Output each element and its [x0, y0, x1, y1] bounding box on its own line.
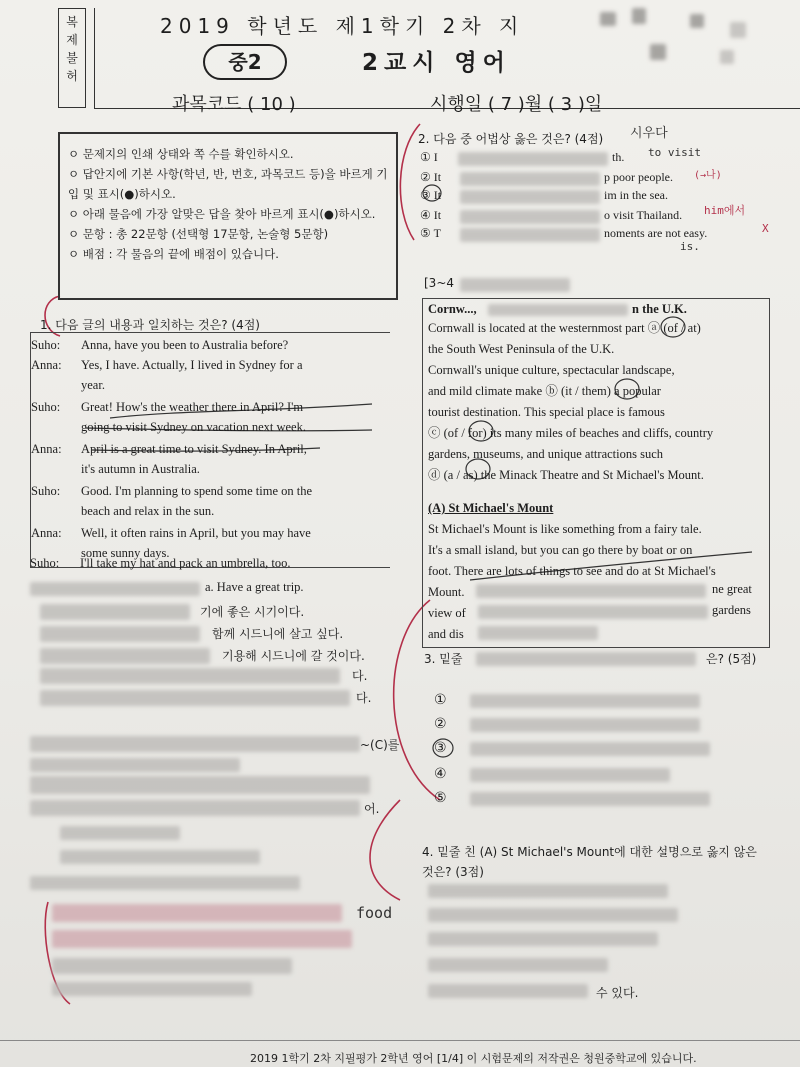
q4-title-line: 4. 밑줄 친 (A) St Michael's Mount에 대한 설명으로 옳지 않은 [422, 845, 757, 859]
passage-line: and mild climate make ⓑ (it / them) a popular [428, 384, 661, 398]
q1-option-fragment: 다. [352, 669, 368, 683]
redaction [428, 932, 658, 946]
passage-line: ⓒ (of / for) its many miles of beaches and cliffs, country [428, 426, 714, 440]
redaction [720, 50, 734, 64]
dialogue-text: it's autumn in Australia. [81, 462, 200, 476]
q2-option [420, 188, 441, 203]
q1-dialogue-box [30, 332, 390, 568]
redaction [40, 626, 200, 642]
side-char: 복 [66, 15, 78, 29]
instruction-item: ㅇ 답안지에 기본 사항(학년, 반, 번호, 과목코드 등)을 바르게 기입 및 표시(●)하시오. [68, 167, 388, 201]
passage-line: ⓓ (a / as) the Minack Theatre and St Michael's Mount. [428, 468, 704, 482]
redaction [30, 582, 200, 596]
instruction-item: ㅇ 문항 : 총 22문항 (선택형 17문항, 논술형 5문항) [68, 227, 329, 241]
side-char: 불 [66, 51, 78, 65]
q3-points: 은? (5점) [706, 652, 757, 666]
redaction [478, 626, 598, 640]
speaker: Suho: [31, 338, 61, 352]
section-a-line: view of [428, 606, 466, 620]
redaction [730, 22, 746, 38]
redaction [470, 742, 710, 756]
redaction [428, 884, 668, 898]
redaction [30, 876, 300, 890]
redaction [488, 304, 628, 316]
dialogue-text: Yes, I have. Actually, I lived in Sydney for a [81, 358, 303, 372]
redaction [52, 930, 352, 948]
speaker: Suho: [31, 484, 61, 498]
handwriting: is. [680, 240, 700, 253]
redaction [52, 904, 342, 922]
dialogue-text: beach and relax in the sun. [81, 504, 215, 518]
instruction-item: ㅇ 문제지의 인쇄 상태와 쪽 수를 확인하시오. [68, 147, 294, 161]
option-number: ① [420, 150, 431, 164]
dialogue-text: I'll take my hat and pack an umbrella, too. [80, 556, 291, 570]
q2-option-suffix: p poor people. [604, 170, 673, 184]
q3-option-number: ④ [434, 766, 447, 782]
speaker: Anna: [31, 442, 62, 456]
q2-option-suffix: im in the sea. [604, 188, 668, 202]
redaction [470, 792, 710, 806]
instruction-item: ㅇ 아래 물음에 가장 알맞은 답을 찾아 바르게 표시(●)하시오. [68, 207, 376, 221]
redaction [40, 668, 340, 684]
subject-code: 과목코드 ( 10 ) [172, 94, 296, 115]
section-a-line: Mount. [428, 585, 465, 599]
dialogue-line [31, 375, 390, 395]
dialogue-partial: a. Have a great trip. [205, 580, 304, 594]
q2-option-suffix: o visit Thailand. [604, 208, 683, 222]
exam-title: 2019 학년도 제1학기 2차 지 [160, 14, 525, 38]
dialogue-text: Great! How's the weather there in April? I'm [81, 400, 304, 414]
dialogue-line [31, 481, 390, 501]
passage-line: Cornwall is located at the westernmost part ⓐ (of / at) [428, 321, 701, 335]
q1-option-fragment: 기에 좋은 시기이다. [200, 605, 305, 619]
dialogue-text: April is a great time to visit Sydney. In April, [81, 442, 307, 456]
redaction [690, 14, 704, 28]
option-number: ④ [420, 208, 431, 222]
dialogue-line [31, 523, 390, 543]
instruction-box [58, 132, 398, 300]
section-a-line: and dis [428, 627, 464, 641]
redaction [30, 776, 370, 794]
redaction [460, 190, 600, 204]
q4-title-line: 것은? (3점) [422, 865, 484, 879]
q2-option [420, 170, 441, 185]
q2-option-suffix: th. [612, 150, 625, 164]
speaker: Anna: [31, 526, 62, 540]
handwriting: to visit [648, 146, 701, 159]
side-char: 허 [66, 69, 78, 83]
instruction-item: ㅇ 배점 : 각 물음의 끝에 배점이 있습니다. [68, 247, 279, 261]
q1-option-fragment: 함께 시드니에 살고 싶다. [212, 627, 344, 641]
option-number: ⑤ [420, 226, 431, 240]
period-subject: 2교시 영어 [362, 50, 511, 76]
margin-note: food [356, 904, 393, 922]
redaction [458, 152, 608, 166]
option-number: ③ [420, 188, 431, 202]
passage-heading-start: Cornw..., [428, 302, 477, 316]
redaction [428, 958, 608, 972]
speaker: Anna: [31, 358, 62, 372]
q1-option-fragment: 다. [356, 691, 372, 705]
redaction [460, 172, 600, 186]
redaction [52, 958, 292, 974]
redaction [40, 604, 190, 620]
q2-option [420, 208, 441, 223]
q2-title: 2. 다음 중 어법상 옳은 것은? (4점) [418, 132, 604, 146]
redaction [470, 768, 670, 782]
dialogue-line [31, 439, 390, 459]
q2-option [420, 150, 438, 165]
q4-title [422, 842, 792, 882]
q1-title: 1. 다음 글의 내용과 일치하는 것은? (4점) [40, 318, 260, 332]
dialogue-line [31, 397, 390, 417]
set-label: [3~4 [424, 276, 455, 290]
redaction [40, 648, 210, 664]
section-a-title: (A) St Michael's Mount [428, 501, 554, 515]
footer-text: 2019 1학기 2차 지필평가 2학년 영어 [1/4] 이 시험문제의 저작권은 청원중학교에 있습니다. [250, 1052, 697, 1065]
side-char: 제 [66, 33, 78, 47]
option-number: ② [420, 170, 431, 184]
passage-fragment: ne great [712, 582, 752, 596]
redaction [30, 758, 240, 772]
passage-heading-end: n the U.K. [632, 302, 687, 316]
redaction [40, 690, 350, 706]
redaction [30, 800, 360, 816]
option-prefix: It [433, 188, 442, 202]
section-a-line: foot. There are lots of things to see and do at St Michael's [428, 564, 716, 578]
redaction [476, 652, 696, 666]
dialogue-text: going to visit Sydney on vacation next week. [81, 420, 306, 434]
redaction [460, 278, 570, 292]
speaker: Suho: [31, 400, 61, 414]
option-prefix: It [433, 170, 442, 184]
footer-rule [0, 1040, 800, 1041]
dialogue-line [31, 355, 390, 375]
q3-option-number: ⑤ [434, 790, 447, 806]
section-a-line: St Michael's Mount is like something from a fairy tale. [428, 522, 702, 536]
dialogue-line [31, 501, 390, 521]
handwriting: 시우다 [630, 126, 668, 141]
q1-fragment-eo: 어. [364, 802, 380, 816]
redaction [52, 982, 252, 996]
q3-option-number: ③ [434, 740, 447, 756]
handwriting: X [762, 222, 769, 235]
q2-option [420, 226, 441, 241]
redaction [60, 850, 260, 864]
q2-option-suffix: noments are not easy. [604, 226, 708, 240]
redaction [600, 12, 616, 26]
redaction [650, 44, 666, 60]
handwriting: him에서 [704, 204, 746, 217]
q4-tail: 수 있다. [596, 986, 639, 1000]
dialogue-line [31, 335, 390, 355]
passage-fragment: gardens [712, 603, 751, 617]
q1-fragment-c: ~(C)를 [360, 738, 400, 752]
grade-badge: 중2 [203, 44, 287, 80]
speaker: Suho: [30, 556, 60, 570]
dialogue-line [31, 459, 390, 479]
redaction [470, 718, 700, 732]
redaction [470, 694, 700, 708]
redaction [460, 228, 600, 242]
redaction [476, 584, 706, 598]
section-a-line: It's a small island, but you can go there by boat or on [428, 543, 693, 557]
dialogue-text: some sunny days. [81, 546, 170, 560]
redaction [428, 908, 678, 922]
dialogue-text: Well, it often rains in April, but you may have [81, 526, 311, 540]
copy-prohibited-label [58, 8, 86, 108]
redaction [60, 826, 180, 840]
redaction [478, 605, 708, 619]
q3-option-number: ② [434, 716, 447, 732]
exam-date: 시행일 ( 7 )월 ( 3 )일 [430, 94, 603, 115]
redaction [460, 210, 600, 224]
dialogue-text: Good. I'm planning to spend some time on the [81, 484, 313, 498]
handwriting: (→나) [694, 170, 722, 181]
dialogue-text: Anna, have you been to Australia before? [81, 338, 289, 352]
option-prefix: I [433, 150, 438, 164]
passage-line: tourist destination. This special place is famous [428, 405, 665, 419]
redaction [428, 984, 588, 998]
dialogue-text: year. [81, 378, 105, 392]
passage-line: gardens, museums, and unique attractions such [428, 447, 664, 461]
option-prefix: It [433, 208, 442, 222]
option-prefix: T [433, 226, 441, 240]
redaction [30, 736, 360, 752]
q3-option-number: ① [434, 692, 447, 708]
dialogue-line [30, 556, 291, 571]
redaction [632, 8, 646, 24]
dialogue-line [31, 417, 390, 437]
q3-title: 3. 밑줄 [424, 652, 463, 666]
passage-line: Cornwall's unique culture, spectacular landscape, [428, 363, 675, 377]
passage-line: the South West Peninsula of the U.K. [428, 342, 615, 356]
q1-option-fragment: 기용해 시드니에 갈 것이다. [222, 649, 365, 663]
